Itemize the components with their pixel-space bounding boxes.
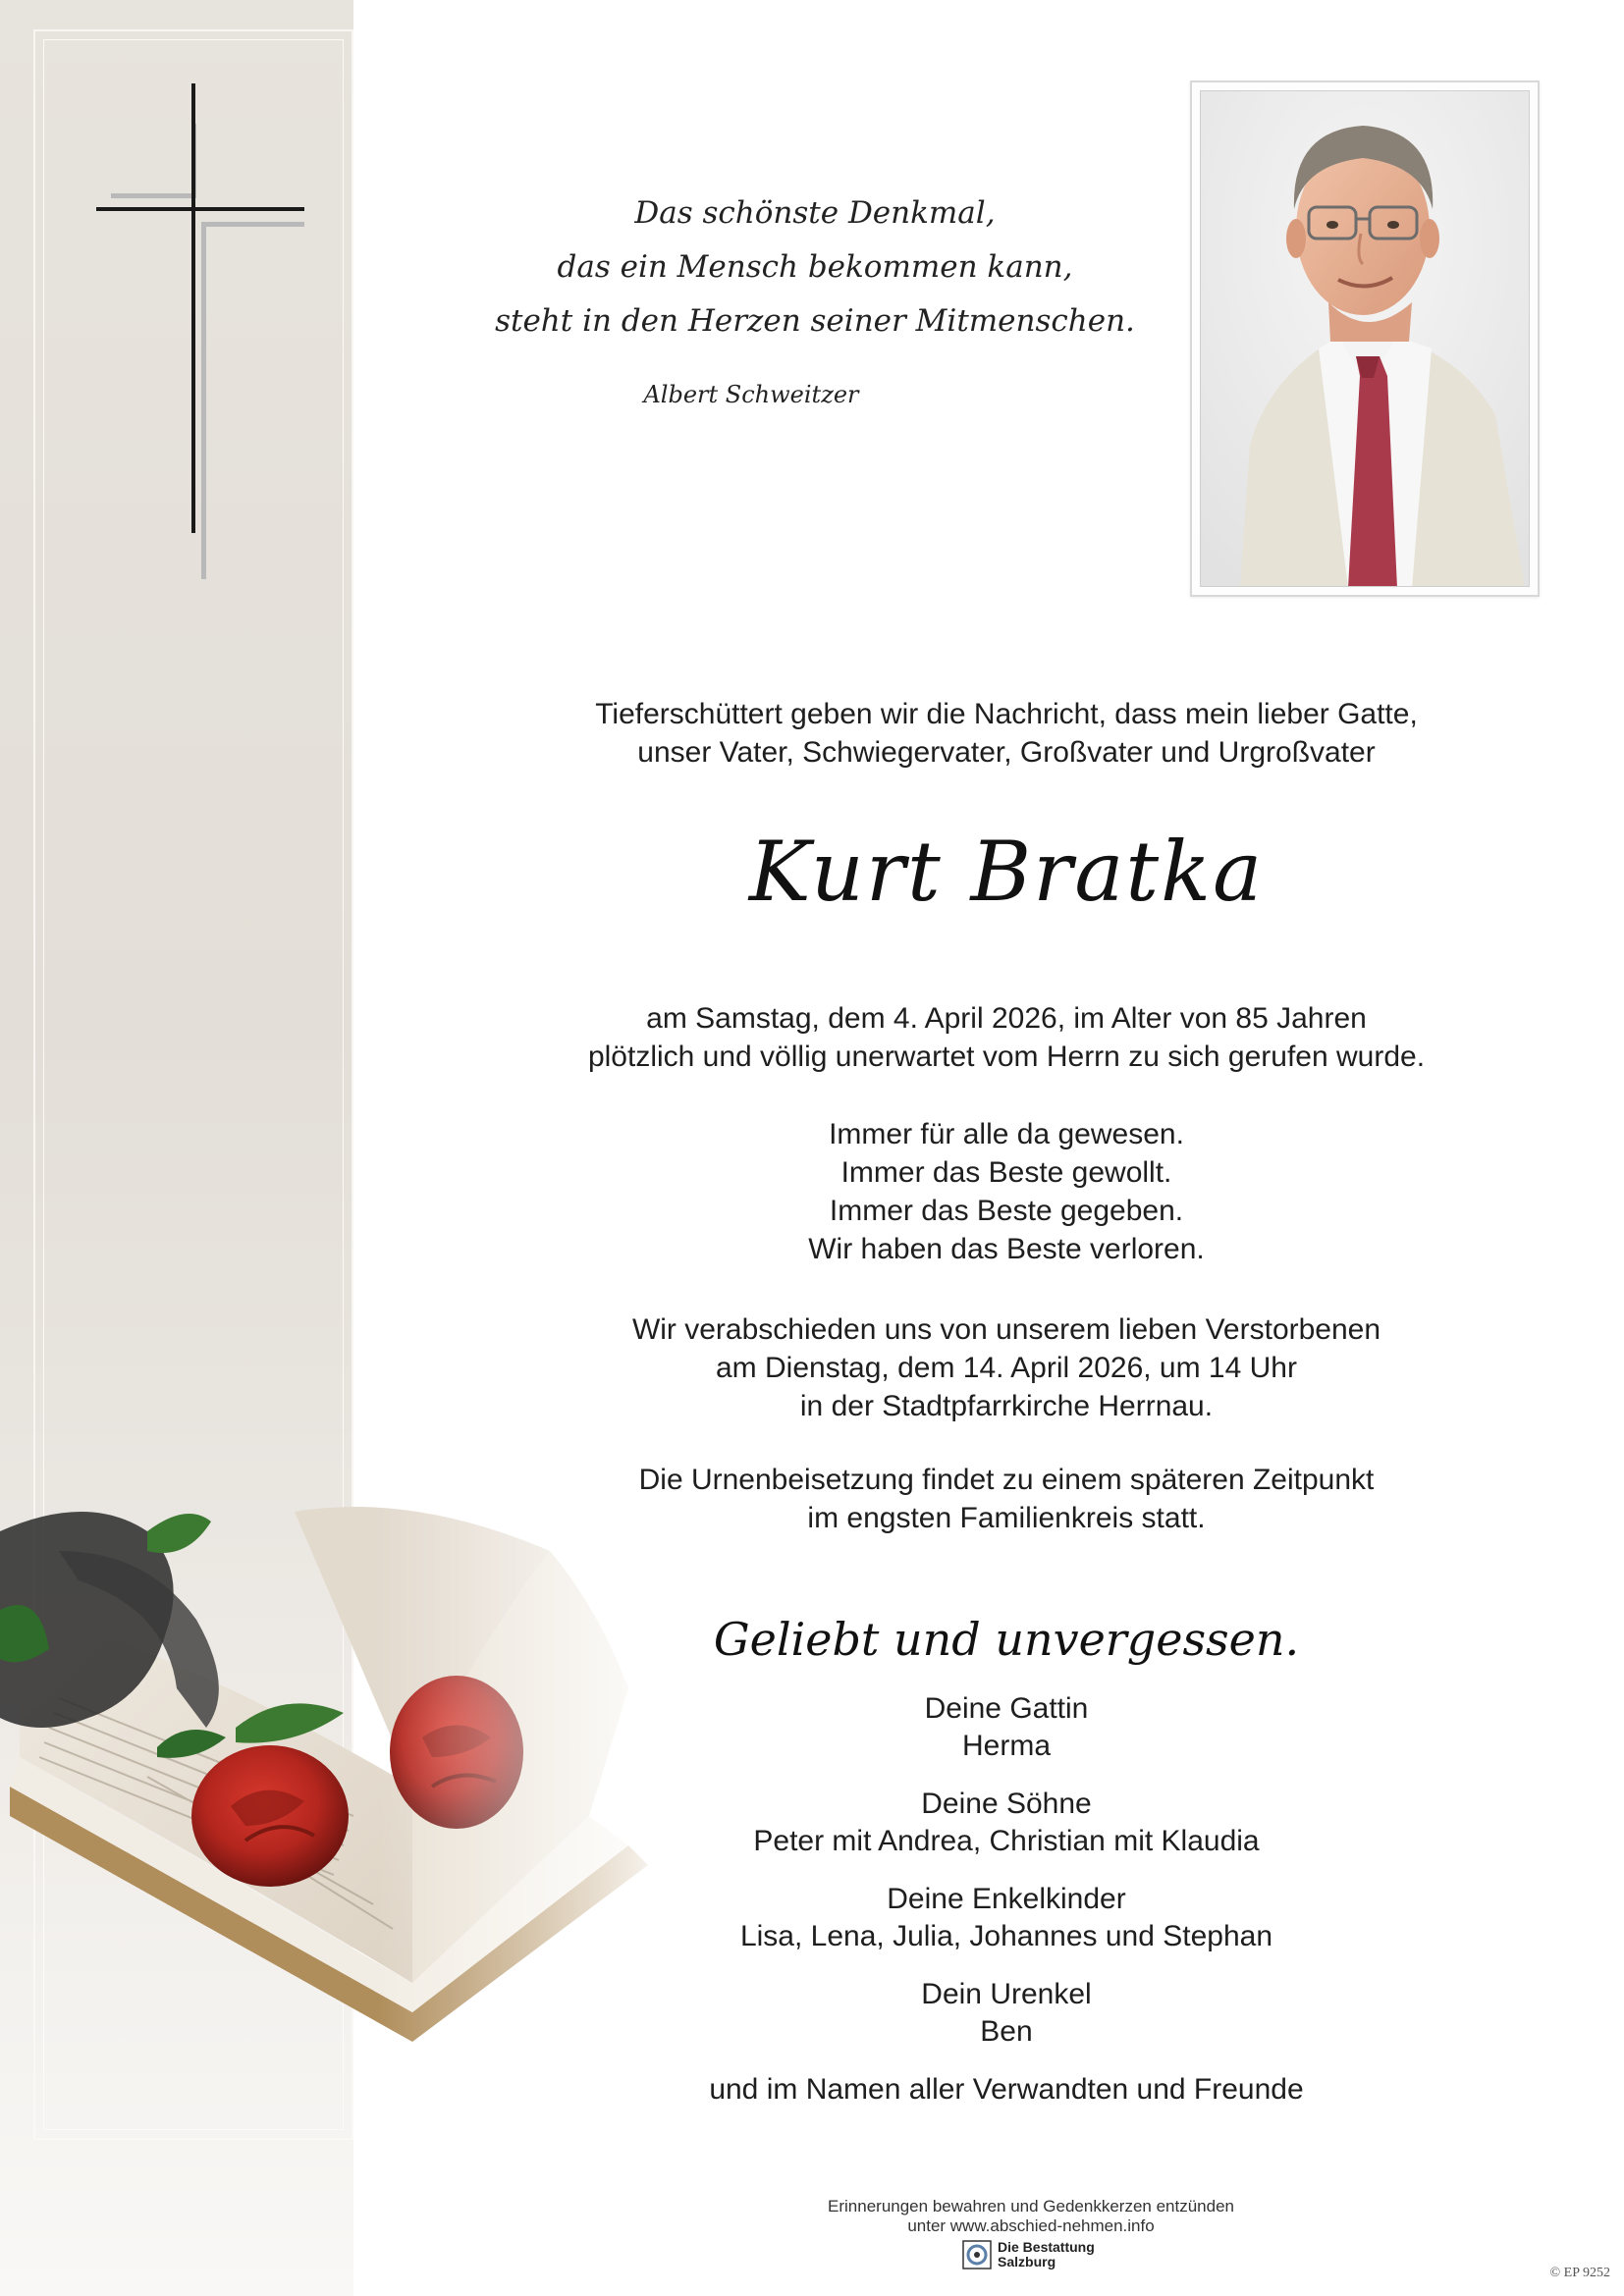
family-list: [550, 1690, 1463, 2109]
cross-shadow-right: [201, 222, 304, 227]
family-group: [550, 1881, 1463, 1955]
portrait-illustration: [1201, 91, 1530, 587]
poem-line: Immer das Beste gegeben.: [829, 1195, 1184, 1227]
cross-post: [191, 83, 195, 533]
family-role: Deine Gattin: [924, 1692, 1089, 1725]
text-line: im engsten Familienkreis statt.: [807, 1502, 1206, 1534]
cross-beam: [96, 207, 304, 211]
quote-line: das ein Mensch bekommen kann,: [557, 249, 1073, 285]
family-names: Ben: [980, 2015, 1033, 2048]
text-line: am Dienstag, dem 14. April 2026, um 14 Uhr: [716, 1352, 1297, 1384]
farewell-notice: [550, 1310, 1463, 1425]
quote-line: Das schönste Denkmal,: [634, 195, 996, 231]
family-names: Herma: [961, 1730, 1051, 1762]
announcement-intro: [550, 695, 1463, 772]
poem-line: Immer für alle da gewesen.: [829, 1118, 1184, 1150]
death-notice: [550, 999, 1463, 1076]
logo-line: Salzburg: [998, 2254, 1056, 2269]
cross-shadow-bottom: [201, 226, 206, 579]
funeral-home-logo: [962, 2236, 1095, 2273]
quote-author: Albert Schweitzer: [643, 381, 859, 408]
logo-line: Die Bestattung: [998, 2239, 1095, 2255]
cross-shadow-left: [111, 193, 192, 198]
family-role: Deine Söhne: [921, 1788, 1092, 1820]
quote-line: steht in den Herzen seiner Mitmenschen.: [495, 303, 1135, 339]
logo-text: [998, 2240, 1095, 2269]
text-line: Die Urnenbeisetzung findet zu einem späteren Zeitpunkt: [638, 1464, 1375, 1496]
family-names: Peter mit Andrea, Christian mit Klaudia: [753, 1825, 1260, 1857]
text-line: unser Vater, Schwiegervater, Großvater und Urgroßvater: [637, 736, 1376, 769]
motto: Geliebt und unvergessen.: [713, 1613, 1300, 1666]
family-role: Deine Enkelkinder: [887, 1883, 1126, 1915]
family-group: [550, 1690, 1463, 1765]
deceased-name: Kurt Bratka: [748, 824, 1265, 920]
text-line: Wir verabschieden uns von unserem lieben Verstorbenen: [631, 1313, 1381, 1346]
print-code: © EP 9252: [1549, 2266, 1610, 2280]
quote-block: [422, 187, 1208, 422]
text-line: Tieferschüttert geben wir die Nachricht, dass mein lieber Gatte,: [595, 698, 1418, 730]
footer-note: [687, 2197, 1375, 2236]
text-line: plötzlich und völlig unerwartet vom Herrn zu sich gerufen wurde.: [587, 1041, 1426, 1073]
poem-line: Wir haben das Beste verloren.: [808, 1233, 1205, 1265]
burial-notice: [550, 1461, 1463, 1537]
text-line: am Samstag, dem 4. April 2026, im Alter von 85 Jahren: [646, 1002, 1367, 1035]
family-role: Dein Urenkel: [921, 1978, 1092, 2010]
memorial-poem: [550, 1115, 1463, 1268]
footer-line: unter www.abschied-nehmen.info: [907, 2216, 1155, 2235]
closing-line: und im Namen aller Verwandten und Freunde: [709, 2073, 1304, 2106]
family-group: [550, 1786, 1463, 1860]
family-group: [550, 1976, 1463, 2051]
portrait-photo: [1200, 90, 1530, 587]
cross-icon: [93, 79, 319, 589]
footer-line: Erinnerungen bewahren und Gedenkkerzen entzünden: [828, 2197, 1234, 2216]
family-names: Lisa, Lena, Julia, Johannes und Stephan: [739, 1920, 1273, 1952]
poem-line: Immer das Beste gewollt.: [840, 1156, 1172, 1189]
text-line: in der Stadtpfarrkirche Herrnau.: [799, 1390, 1214, 1422]
logo-mark-icon: [962, 2240, 992, 2269]
